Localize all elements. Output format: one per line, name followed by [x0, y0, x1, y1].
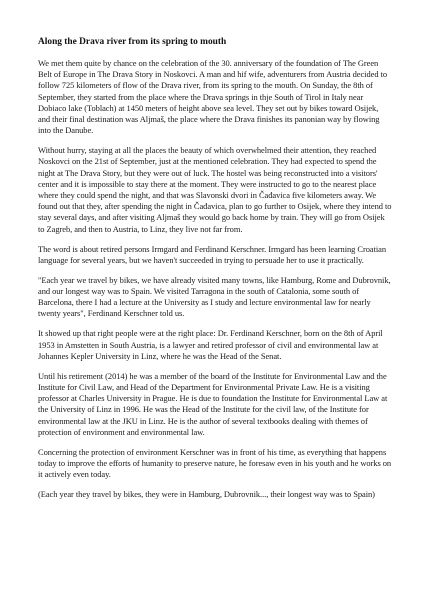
paragraph-6: Until his retirement (2014) he was a member of the board of the Institute for Environmental Law and the Institute for Civil Law, and Head of the Department for Environmental Private Law. He is a visiting professor at Charles University in Prague. He is due to foundation the Institute for Environmental Law at the University of Linz in 1996. He was the Head of the Institute for the civil law, of the Institute for environmental law at the JKU in Linz. He is the author of several textbooks dealing with themes of protection of environment and environmental law.	[38, 370, 388, 437]
paragraph-1: We met them quite by chance on the celebration of the 30. anniversary of the foundation of The Green Belt of Europe in The Drava Story in Noskovci. A man and hif wife, adventurers from Austria decided to follow 725 kilometers of flow of the Drava river, from its spring to the mouth. On Sunday, the 8th of September, they started from the place where the Drava springs in thje South of Tirol in Italy near Dobiaco lake (Toblach) at 1450 meters of height above sea level. They set out by bikes toward Osijek, and their final destination was Aljmaš, the place where the Drava finishes its panonian way by flowing into the Danube.	[38, 58, 388, 136]
paragraph-4-quote: "Each year we travel by bikes, we have already visited many towns, like Hamburg, Rome and Dubrovnik, and our longest way was to Spain. We visited Tarragona in the south of Catalonia, some south of Barcelona, there I had a lecture at the University as I study and lecture environmental law for nearly twenty years", Ferdinand Kerschner told us.	[38, 274, 391, 319]
paragraph-3: The word is about retired persons Irmgard and Ferdinand Kerschner. Irmgard has been learning Croatian language for several years, but we haven't succeeded in trying to persuade her to use it practically.	[38, 243, 387, 265]
paragraph-8-caption: (Each year they travel by bikes, they were in Hamburg, Dubrovnik..., their longest way was to Spain)	[38, 489, 375, 500]
document-page	[38, 36, 392, 509]
paragraph-2: Without hurry, staying at all the places the beauty of which overwhelmed their attention, they reached Noskovci on the 21st of September, just at the mentioned celebration. They had expected to spend the night at The Drava Story, but they were out of luck. The hostel was being reconstructed into a visitors' center and it is impossible to stay there at the moment. They were instructed to go to the nearest place where they could spend the night, and that was Slavonski dvori in Čađavica five kilometers away. We found out that they, after spending the night in Čađavica, plan to go further to Osijek, where they intend to stay several days, and after visiting Aljmaš they would go back home by train. They will go from Osijek to Zagreb, and then to Austria, to Linz, they live not far from.	[38, 145, 392, 234]
paragraph-5: It showed up that right people were at the right place: Dr. Ferdinand Kerschner, born on the 8th of April 1953 in Amstetten in South Austria, is a lawyer and retired professor of civil and environmental law at Johannes Kepler University in Linz, where he was the Head of the Senat.	[38, 328, 383, 361]
paragraph-7: Concerning the protection of environment Kerschner was in front of his time, as everything that happens today to improve the efforts of humanity to preserve nature, he foresaw even in his youth and he works on it actively even today.	[38, 446, 392, 480]
document-title: Along the Drava river from its spring to mouth	[38, 37, 227, 47]
